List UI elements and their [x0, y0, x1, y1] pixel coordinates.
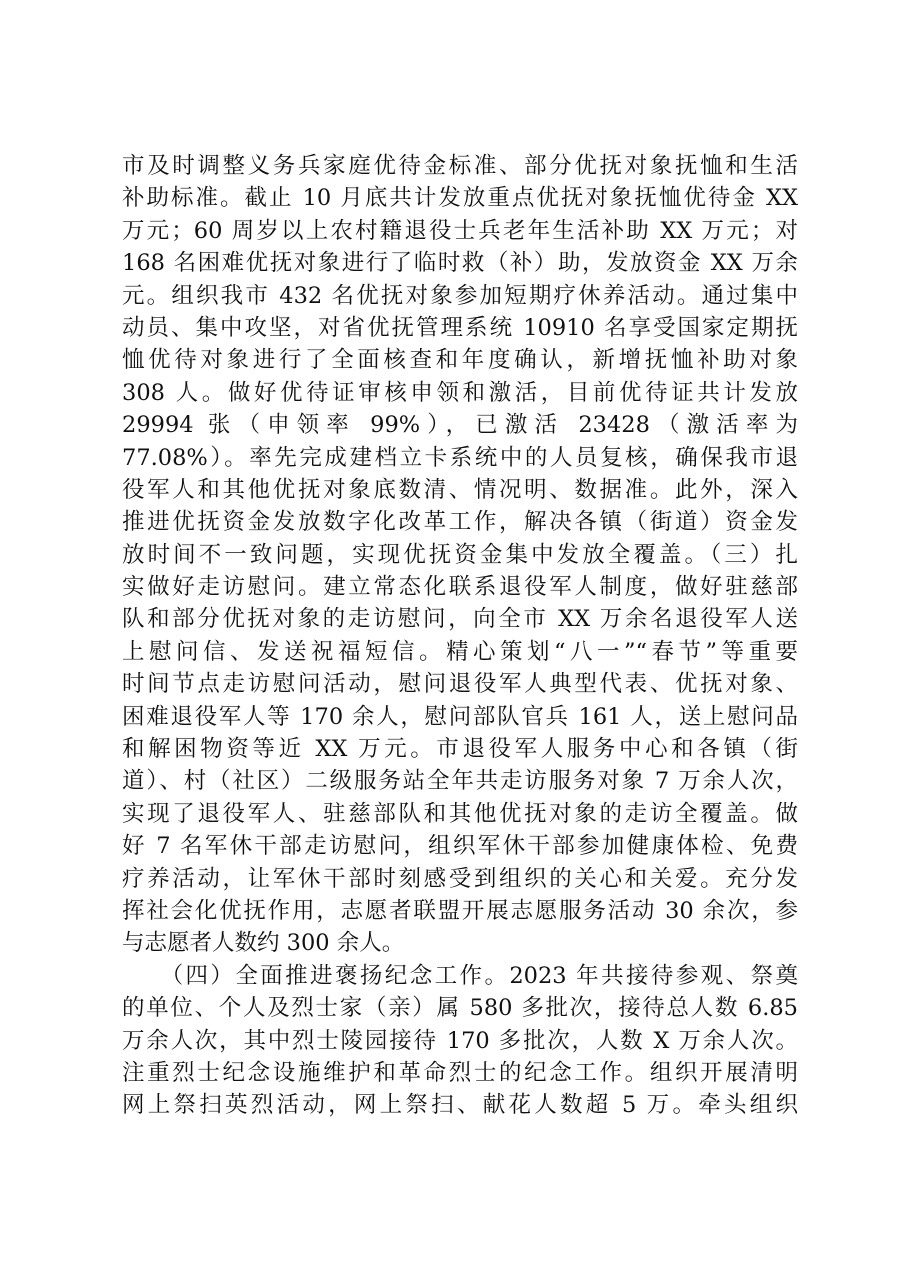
- text-line: 好 7 名军休干部走访慰问，组织军休干部参加健康体检、免费: [122, 833, 798, 860]
- text-line: 实现了退役军人、驻慈部队和其他优抚对象的走访全覆盖。做: [122, 800, 798, 827]
- text-line: 77.08%）。率先完成建档立卡系统中的人员复核，确保我市退: [122, 444, 798, 471]
- text-line: 万元；60 周岁以上农村籍退役士兵老年生活补助 XX 万元；对: [122, 217, 798, 244]
- text-line: 恤优待对象进行了全面核查和年度确认，新增抚恤补助对象: [122, 347, 798, 374]
- text-line: 元。组织我市 432 名优抚对象参加短期疗休养活动。通过集中: [122, 282, 798, 309]
- text-line: 注重烈士纪念设施维护和革命烈士的纪念工作。组织开展清明: [122, 1059, 798, 1086]
- text-line: 放时间不一致问题，实现优抚资金集中发放全覆盖。（三）扎: [122, 541, 798, 568]
- document-body-text: [122, 150, 798, 1122]
- text-line: 的单位、个人及烈士家（亲）属 580 多批次，接待总人数 6.85: [122, 995, 798, 1022]
- paragraph-heading-line: （四）全面推进褒扬纪念工作。2023 年共接待参观、祭奠: [122, 962, 798, 989]
- text-line: 道）、村（社区）二级服务站全年共走访服务对象 7 万余人次，: [122, 768, 798, 795]
- text-line: 挥社会化优抚作用，志愿者联盟开展志愿服务活动 30 余次，参: [122, 897, 798, 924]
- text-line: 补助标准。截止 10 月底共计发放重点优抚对象抚恤优待金 XX: [122, 185, 798, 212]
- text-line: 网上祭扫英烈活动，网上祭扫、献花人数超 5 万。牵头组织: [122, 1092, 798, 1119]
- text-line: 308 人。做好优待证审核申领和激活，目前优待证共计发放: [122, 379, 798, 406]
- text-line: 和解困物资等近 XX 万元。市退役军人服务中心和各镇（街: [122, 736, 798, 763]
- text-line: 困难退役军人等 170 余人，慰问部队官兵 161 人，送上慰问品: [122, 703, 798, 730]
- text-line: 推进优抚资金发放数字化改革工作，解决各镇（街道）资金发: [122, 509, 798, 536]
- text-line: 万余人次，其中烈士陵园接待 170 多批次，人数 X 万余人次。: [122, 1027, 798, 1054]
- text-line: 与志愿者人数约 300 余人。: [122, 930, 405, 957]
- text-line: 29994 张（申领率 99%），已激活 23428（激活率为: [122, 412, 798, 439]
- text-line: 时间节点走访慰问活动，慰问退役军人典型代表、优抚对象、: [122, 671, 798, 698]
- text-line: 上慰问信、发送祝福短信。精心策划“八一”“春节”等重要: [122, 638, 798, 665]
- text-line: 实做好走访慰问。建立常态化联系退役军人制度，做好驻慈部: [122, 574, 798, 601]
- text-line: 队和部分优抚对象的走访慰问，向全市 XX 万余名退役军人送: [122, 606, 798, 633]
- text-line: 动员、集中攻坚，对省优抚管理系统 10910 名享受国家定期抚: [122, 314, 798, 341]
- text-line: 168 名困难优抚对象进行了临时救（补）助，发放资金 XX 万余: [122, 250, 798, 277]
- text-line: 市及时调整义务兵家庭优待金标准、部分优抚对象抚恤和生活: [122, 153, 798, 179]
- text-line: 役军人和其他优抚对象底数清、情况明、数据准。此外，深入: [122, 476, 798, 503]
- text-line: 疗养活动，让军休干部时刻感受到组织的关心和关爱。充分发: [122, 865, 798, 892]
